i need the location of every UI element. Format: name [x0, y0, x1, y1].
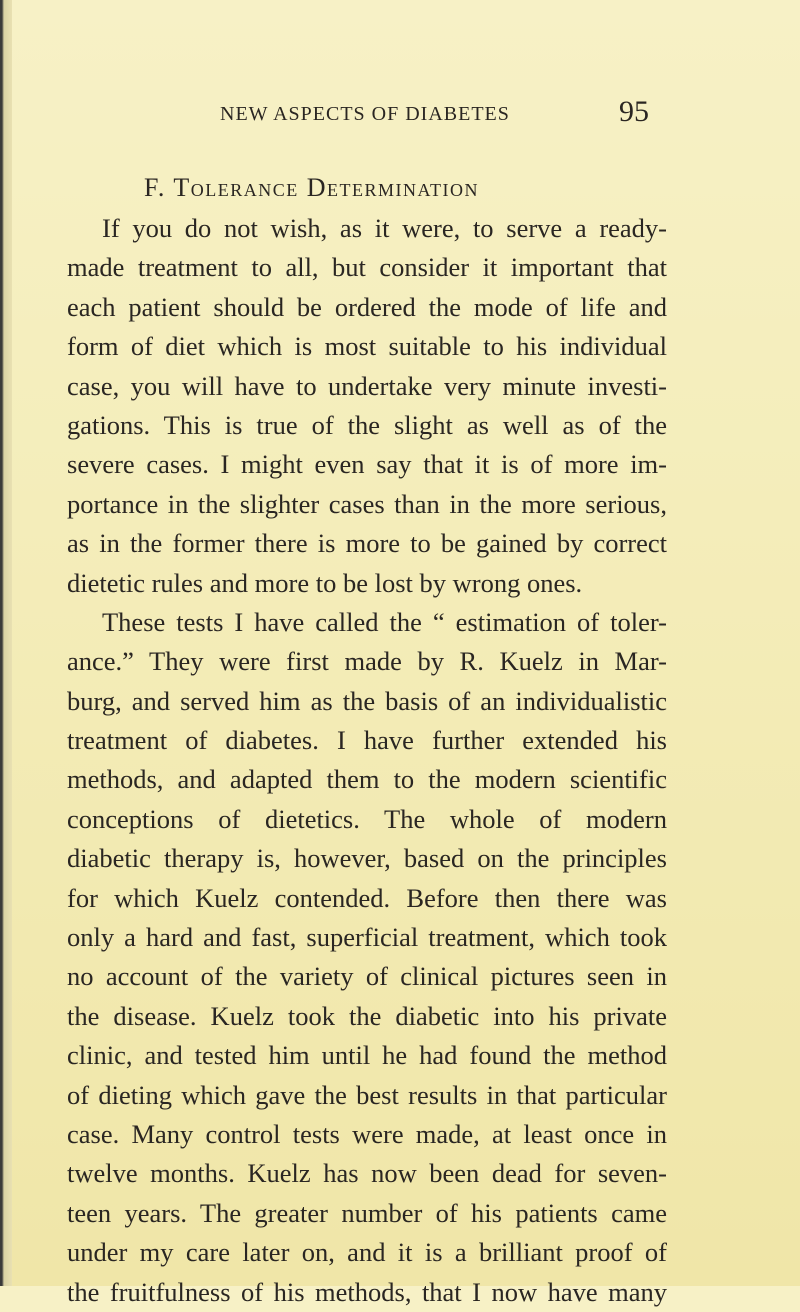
text-line: each patient should be ordered the mode of life and	[67, 291, 667, 322]
text-line: conceptions of dietetics. The whole of modern	[67, 803, 667, 834]
text-line: of dieting which gave the best results in that particular	[67, 1079, 667, 1110]
text-line: dietetic rules and more to be lost by wrong ones.	[67, 567, 583, 598]
text-line: only a hard and fast, superficial treatment, which took	[67, 922, 667, 953]
text-line: gations. This is true of the slight as well as of the	[67, 409, 667, 440]
text-line: as in the former there is more to be gained by correct	[67, 528, 667, 559]
text-line: case, you will have to undertake very minute investi-	[67, 370, 667, 401]
running-head-title: NEW ASPECTS OF DIABETES	[220, 103, 510, 125]
text-line: portance in the slighter cases than in the more serious,	[67, 488, 667, 519]
text-line: the disease. Kuelz took the diabetic into his private	[67, 1000, 667, 1031]
text-line: If you do not wish, as it were, to serve a ready-	[102, 213, 667, 243]
page-binding-edge	[0, 0, 12, 1286]
text-line: methods, and adapted them to the modern scientific	[67, 764, 667, 795]
text-line: twelve months. Kuelz has now been dead for seven-	[67, 1158, 667, 1189]
text-line: diabetic therapy is, however, based on the principles	[67, 843, 667, 874]
text-line: burg, and served him as the basis of an individualistic	[67, 685, 667, 716]
text-line: no account of the variety of clinical pictures seen in	[67, 961, 667, 992]
text-line: treatment of diabetes. I have further extended his	[67, 725, 667, 756]
text-line: for which Kuelz contended. Before then there was	[67, 882, 667, 913]
text-line: made treatment to all, but consider it important that	[67, 252, 667, 283]
text-line: ance.” They were first made by R. Kuelz in Mar-	[67, 646, 667, 677]
text-line: under my care later on, and it is a brilliant proof of	[67, 1237, 667, 1268]
page-number: 95	[619, 95, 649, 128]
section-title: F. Tolerance Determination	[144, 173, 480, 202]
body-text	[67, 209, 667, 1312]
text-line: form of diet which is most suitable to his individual	[67, 331, 667, 362]
text-line: case. Many control tests were made, at least once in	[67, 1118, 667, 1149]
text-line: severe cases. I might even say that it is of more im-	[67, 449, 667, 480]
text-line: teen years. The greater number of his patients came	[67, 1197, 667, 1228]
text-line: the fruitfulness of his methods, that I now have many	[67, 1276, 667, 1307]
text-line: These tests I have called the “ estimation of toler-	[102, 606, 667, 637]
text-line: clinic, and tested him until he had found the method	[67, 1040, 667, 1071]
